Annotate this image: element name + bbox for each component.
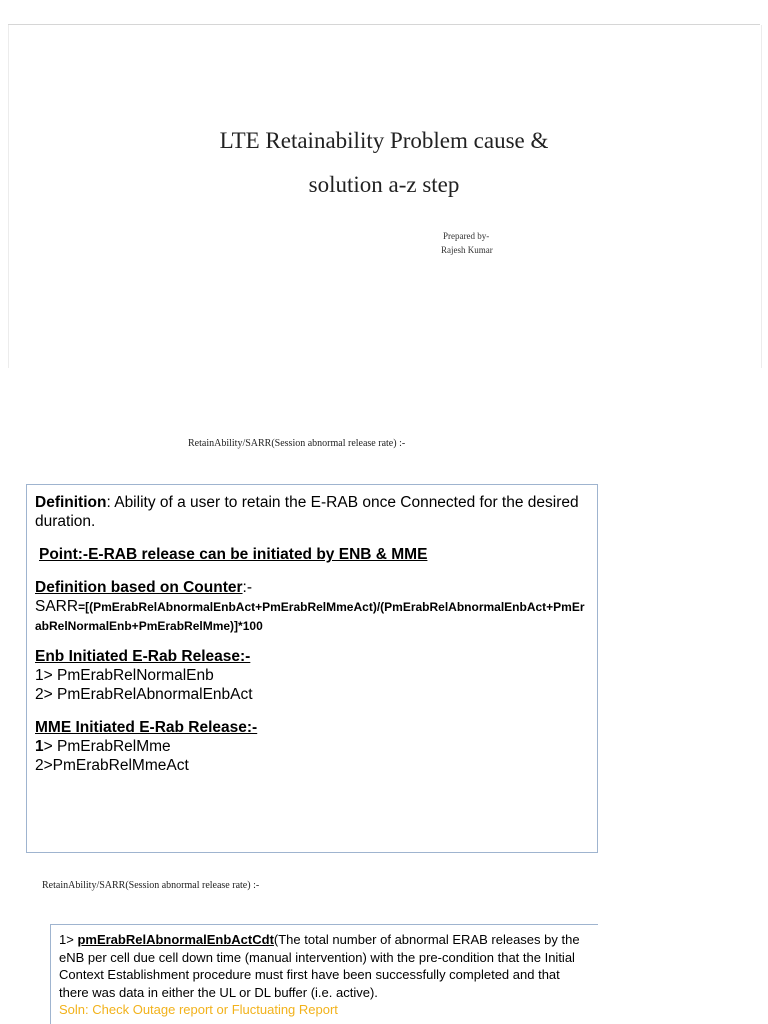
sarr-formula-line [35,597,589,635]
enb-heading-line [35,647,589,666]
counter-heading-suffix: :- [242,579,252,596]
point-text: Point:-E-RAB release can be initiated by ENB & MME [39,546,428,563]
mme-item-1-num: 1 [35,738,44,755]
cdt-item-prefix: 1> [59,932,78,947]
mme-heading-line [35,718,589,737]
definition-box [26,484,598,853]
mme-heading: MME Initiated E-Rab Release:- [35,719,258,736]
cdt-solution: Soln: Check Outage report or Fluctuating Report [59,1002,338,1017]
point-line [35,545,589,564]
counter-heading: Definition based on Counter [35,579,243,596]
sarr-formula: =[(PmErabRelAbnormalEnbAct+PmErabRelMmeAct)/(PmErabRelAbnormalEnbAct+PmErabRelNormalEnb+PmErabRelMme)]*100 [35,600,585,633]
enb-item-2: 2> PmErabRelAbnormalEnbAct [35,686,253,703]
cdt-counter-paragraph [59,931,590,1001]
definition-paragraph [35,493,589,531]
section2-caption: RetainAbility/SARR(Session abnormal release rate) :- [42,880,260,891]
definition-text: : Ability of a user to retain the E-RAB once Connected for the desired duration. [35,494,579,530]
sarr-prefix: SARR [35,598,79,615]
cover-title-line1: LTE Retainability Problem cause & [219,128,549,153]
section1-caption: RetainAbility/SARR(Session abnormal release rate) :- [188,438,406,449]
cover-title-line2: solution a-z step [308,172,460,197]
definition-label: Definition [35,494,107,511]
author-name: Rajesh Kumar [441,245,493,255]
cdt-counter-box [50,924,598,1024]
prepared-by-label: Prepared by- [443,231,490,241]
mme-item-1 [35,737,589,756]
cdt-counter-name: pmErabRelAbnormalEnbActCdt [77,932,274,947]
cdt-counter-description: (The total number of abnormal ERAB releases by the eNB per cell due cell down time (manual intervention) with the pre-condition that the Initial Context Establishment procedure must first have been successfully completed and that there was data in either the UL or DL buffer (i.e. active). [59,932,580,1000]
counter-heading-line [35,578,589,597]
enb-item-1: 1> PmErabRelNormalEnb [35,667,214,684]
mme-item-2: 2>PmErabRelMmeAct [35,757,189,774]
mme-item-1-text: > PmErabRelMme [43,738,171,755]
enb-heading: Enb Initiated E-Rab Release:- [35,648,251,665]
